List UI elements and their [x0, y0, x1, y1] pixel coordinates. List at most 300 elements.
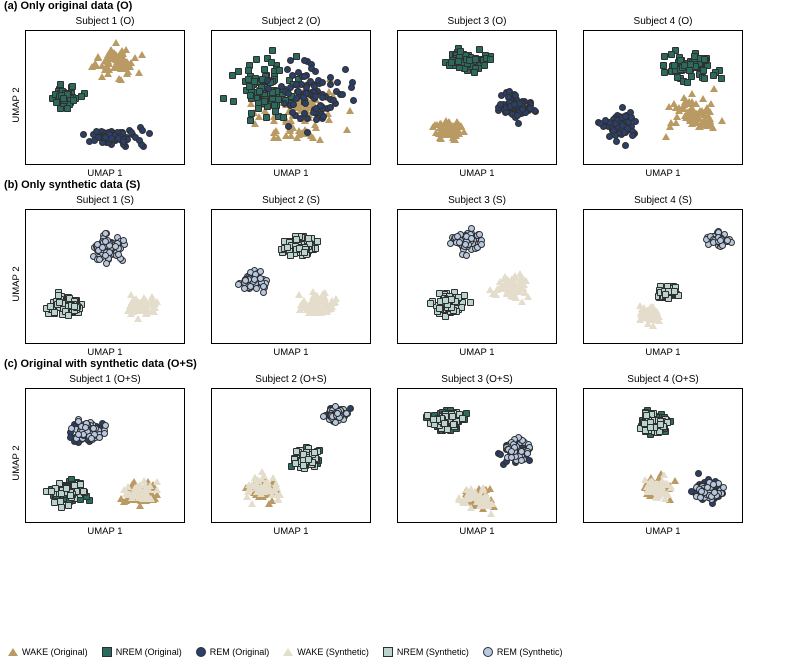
- scatter-point: [441, 420, 448, 427]
- scatter-point: [436, 305, 443, 312]
- panel-title: Subject 1 (S): [76, 195, 134, 206]
- scatter-point: [320, 113, 327, 120]
- scatter-point: [427, 300, 434, 307]
- scatter-point: [253, 285, 260, 292]
- scatter-point: [80, 131, 87, 138]
- scatter-point: [272, 480, 280, 487]
- scatter-point: [123, 70, 131, 77]
- scatter-point: [430, 416, 437, 423]
- scatter-point: [255, 105, 262, 112]
- scatter-point: [312, 292, 320, 299]
- plot-wrapper: [211, 30, 371, 179]
- scatter-point: [312, 93, 319, 100]
- scatter-point: [91, 137, 98, 144]
- scatter-point: [92, 61, 100, 68]
- scatter-point: [670, 100, 678, 107]
- scatter-point: [136, 137, 143, 144]
- scatter-point: [57, 81, 64, 88]
- scatter-point: [478, 241, 485, 248]
- scatter-point: [311, 449, 318, 456]
- scatter-point: [450, 421, 457, 428]
- scatter-point: [688, 90, 696, 97]
- scatter-point: [269, 47, 276, 54]
- scatter-point: [691, 115, 699, 122]
- scatter-point: [285, 90, 292, 97]
- scatter-point: [487, 56, 494, 63]
- scatter-point: [263, 484, 271, 491]
- scatter-point: [346, 107, 354, 114]
- panel-strip: [0, 372, 793, 537]
- x-axis-label: UMAP 1: [645, 168, 681, 179]
- scatter-point: [71, 303, 78, 310]
- scatter-point: [276, 491, 284, 498]
- x-axis-label: UMAP 1: [87, 526, 123, 537]
- scatter-point: [657, 421, 664, 428]
- scatter-point: [629, 132, 636, 139]
- scatter-point: [343, 126, 351, 133]
- scatter-point: [293, 448, 300, 455]
- scatter-point: [668, 51, 675, 58]
- scatter-point: [699, 95, 707, 102]
- scatter-point: [293, 53, 300, 60]
- scatter-point: [503, 290, 511, 297]
- scatter-point: [253, 484, 261, 491]
- scatter-point: [120, 138, 127, 145]
- legend-label: WAKE (Original): [22, 647, 88, 657]
- legend-item: [483, 647, 563, 657]
- scatter-point: [139, 127, 146, 134]
- scatter-point: [139, 298, 147, 305]
- panel-title: Subject 3 (S): [448, 195, 506, 206]
- scatter-point: [60, 95, 67, 102]
- plot-area: [397, 209, 557, 344]
- legend-label: WAKE (Synthetic): [297, 647, 369, 657]
- scatter-point: [622, 113, 629, 120]
- scatter-point: [312, 68, 319, 75]
- figure-row: [0, 0, 793, 179]
- scatter-point: [134, 315, 142, 322]
- scatter-point: [654, 485, 662, 492]
- scatter-panel: [12, 14, 198, 179]
- scatter-point: [303, 84, 310, 91]
- scatter-point: [448, 296, 455, 303]
- scatter-point: [253, 56, 260, 63]
- scatter-point: [350, 97, 357, 104]
- y-axis-label: UMAP 2: [11, 265, 23, 302]
- scatter-point: [69, 83, 76, 90]
- scatter-point: [622, 142, 629, 149]
- scatter-point: [300, 94, 307, 101]
- scatter-point: [468, 235, 475, 242]
- scatter-point: [48, 488, 55, 495]
- scatter-point: [295, 127, 303, 134]
- scatter-panel: [198, 14, 384, 179]
- scatter-point: [455, 58, 462, 65]
- scatter-point: [339, 91, 346, 98]
- scatter-point: [619, 104, 626, 111]
- scatter-point: [261, 98, 268, 105]
- scatter-point: [647, 424, 654, 431]
- scatter-point: [305, 235, 312, 242]
- plot-area: [583, 388, 743, 523]
- scatter-point: [457, 48, 464, 55]
- scatter-point: [268, 59, 275, 66]
- legend-item: [196, 647, 270, 657]
- scatter-point: [459, 415, 466, 422]
- scatter-point: [102, 422, 109, 429]
- plot-area: [397, 388, 557, 523]
- scatter-point: [662, 291, 669, 298]
- scatter-point: [695, 470, 702, 477]
- scatter-point: [287, 57, 294, 64]
- scatter-point: [265, 85, 272, 92]
- scatter-point: [78, 93, 85, 100]
- scatter-panel: [12, 372, 198, 537]
- scatter-point: [256, 88, 263, 95]
- scatter-point: [520, 281, 528, 288]
- scatter-point: [661, 53, 668, 60]
- scatter-point: [248, 500, 256, 507]
- scatter-panel: [198, 193, 384, 358]
- scatter-point: [706, 108, 714, 115]
- scatter-point: [102, 63, 110, 70]
- scatter-point: [524, 450, 531, 457]
- scatter-point: [63, 485, 70, 492]
- scatter-point: [280, 114, 287, 121]
- plot-area: [583, 30, 743, 165]
- scatter-point: [662, 480, 670, 487]
- panel-strip: [0, 14, 793, 179]
- scatter-point: [662, 133, 670, 140]
- scatter-point: [707, 100, 715, 107]
- x-axis-label: UMAP 1: [273, 526, 309, 537]
- figure-row: [0, 358, 793, 537]
- scatter-point: [518, 448, 525, 455]
- scatter-point: [515, 120, 522, 127]
- scatter-panel: [12, 193, 198, 358]
- scatter-point: [449, 123, 457, 130]
- scatter-point: [348, 84, 355, 91]
- plot-wrapper: [397, 30, 557, 179]
- row-caption: (a) Only original data (O): [4, 0, 133, 12]
- scatter-point: [706, 118, 714, 125]
- plot-wrapper: [211, 388, 371, 537]
- scatter-point: [301, 249, 308, 256]
- scatter-point: [441, 124, 449, 131]
- scatter-point: [666, 123, 674, 130]
- x-axis-label: UMAP 1: [645, 526, 681, 537]
- scatter-point: [289, 109, 296, 116]
- scatter-point: [67, 492, 74, 499]
- scatter-point: [264, 77, 271, 84]
- plot-area: [25, 30, 185, 165]
- scatter-point: [51, 309, 58, 316]
- scatter-point: [518, 457, 525, 464]
- scatter-point: [674, 74, 681, 81]
- x-axis-label: UMAP 1: [87, 168, 123, 179]
- plot-wrapper: [583, 30, 743, 179]
- scatter-point: [304, 115, 311, 122]
- scatter-point: [284, 244, 291, 251]
- scatter-point: [718, 117, 726, 124]
- x-axis-label: UMAP 1: [273, 168, 309, 179]
- scatter-point: [138, 51, 146, 58]
- row-caption: (b) Only synthetic data (S): [4, 179, 141, 191]
- scatter-point: [316, 136, 324, 143]
- scatter-point: [643, 412, 650, 419]
- scatter-point: [119, 54, 127, 61]
- legend-item: [283, 647, 369, 657]
- scatter-point: [327, 81, 334, 88]
- scatter-point: [487, 510, 495, 517]
- legend-label: NREM (Synthetic): [396, 647, 469, 657]
- plot-area: [211, 209, 371, 344]
- legend-marker-icon: [283, 648, 293, 656]
- plot-wrapper: [397, 209, 557, 358]
- scatter-point: [142, 310, 150, 317]
- scatter-point: [647, 304, 655, 311]
- scatter-point: [701, 75, 708, 82]
- scatter-point: [720, 484, 727, 491]
- scatter-point: [150, 308, 158, 315]
- scatter-point: [230, 98, 237, 105]
- scatter-point: [65, 312, 72, 319]
- panel-title: Subject 1 (O): [75, 16, 135, 27]
- scatter-point: [436, 134, 444, 141]
- scatter-point: [447, 240, 454, 247]
- plot-area: [583, 209, 743, 344]
- scatter-point: [481, 500, 489, 507]
- x-axis-label: UMAP 1: [459, 347, 495, 358]
- scatter-point: [146, 130, 153, 137]
- scatter-point: [103, 260, 110, 267]
- scatter-point: [251, 78, 258, 85]
- scatter-point: [526, 457, 533, 464]
- scatter-point: [486, 286, 494, 293]
- panel-title: Subject 2 (O+S): [255, 374, 327, 385]
- scatter-point: [327, 104, 334, 111]
- scatter-point: [471, 69, 478, 76]
- x-axis-label: UMAP 1: [87, 347, 123, 358]
- scatter-point: [260, 289, 267, 296]
- scatter-point: [293, 236, 300, 243]
- scatter-point: [270, 134, 278, 141]
- scatter-panel: [570, 14, 756, 179]
- scatter-point: [70, 97, 77, 104]
- scatter-point: [319, 79, 326, 86]
- panel-title: Subject 2 (S): [262, 195, 320, 206]
- figure-row: [0, 179, 793, 358]
- scatter-point: [68, 425, 75, 432]
- scatter-point: [697, 494, 704, 501]
- legend-marker-icon: [8, 648, 18, 656]
- scatter-point: [462, 241, 469, 248]
- scatter-point: [671, 288, 678, 295]
- legend-item: [383, 647, 469, 657]
- scatter-panel: [570, 372, 756, 537]
- scatter-point: [307, 78, 314, 85]
- scatter-point: [661, 495, 669, 502]
- figure-legend: [0, 647, 793, 657]
- scatter-point: [102, 134, 109, 141]
- scatter-point: [511, 101, 518, 108]
- scatter-point: [247, 117, 254, 124]
- plot-area: [25, 209, 185, 344]
- panel-strip: [0, 193, 793, 358]
- scatter-point: [245, 67, 252, 74]
- scatter-point: [324, 306, 332, 313]
- scatter-point: [112, 39, 120, 46]
- scatter-point: [691, 53, 698, 60]
- scatter-point: [64, 105, 71, 112]
- scatter-point: [507, 277, 515, 284]
- scatter-point: [687, 106, 695, 113]
- scatter-point: [473, 498, 481, 505]
- scatter-point: [305, 456, 312, 463]
- scatter-point: [293, 81, 300, 88]
- scatter-point: [153, 478, 161, 485]
- panel-title: Subject 2 (O): [261, 16, 321, 27]
- panel-title: Subject 4 (S): [634, 195, 692, 206]
- scatter-point: [296, 306, 304, 313]
- scatter-point: [619, 122, 626, 129]
- scatter-point: [682, 97, 690, 104]
- scatter-point: [471, 488, 479, 495]
- scatter-point: [153, 486, 161, 493]
- legend-label: REM (Synthetic): [496, 647, 563, 657]
- scatter-point: [466, 57, 473, 64]
- scatter-point: [271, 102, 278, 109]
- scatter-point: [77, 481, 84, 488]
- scatter-point: [701, 56, 708, 63]
- scatter-point: [82, 424, 89, 431]
- scatter-point: [463, 252, 470, 259]
- legend-label: REM (Original): [209, 647, 270, 657]
- plot-wrapper: [11, 30, 185, 179]
- legend-item: [102, 647, 182, 657]
- scatter-point: [448, 59, 455, 66]
- scatter-point: [148, 295, 156, 302]
- scatter-point: [135, 69, 143, 76]
- scatter-point: [519, 106, 526, 113]
- legend-marker-icon: [196, 647, 206, 657]
- scatter-point: [710, 72, 717, 79]
- scatter-point: [220, 95, 227, 102]
- scatter-point: [660, 471, 668, 478]
- scatter-point: [129, 490, 137, 497]
- scatter-point: [321, 289, 329, 296]
- scatter-point: [648, 310, 656, 317]
- scatter-panel: [570, 193, 756, 358]
- scatter-point: [115, 251, 122, 258]
- scatter-point: [56, 299, 63, 306]
- scatter-point: [313, 116, 320, 123]
- scatter-point: [661, 69, 668, 76]
- legend-marker-icon: [102, 647, 112, 657]
- x-axis-label: UMAP 1: [459, 526, 495, 537]
- scatter-point: [247, 92, 254, 99]
- scatter-point: [671, 477, 679, 484]
- scatter-point: [700, 67, 707, 74]
- scatter-point: [135, 483, 143, 490]
- scatter-point: [263, 114, 270, 121]
- scatter-point: [96, 256, 103, 263]
- scatter-point: [710, 85, 718, 92]
- scatter-point: [718, 75, 725, 82]
- scatter-point: [342, 66, 349, 73]
- scatter-point: [122, 46, 130, 53]
- scatter-point: [467, 299, 474, 306]
- scatter-point: [102, 252, 109, 259]
- plot-wrapper: [583, 209, 743, 358]
- scatter-point: [102, 230, 109, 237]
- panel-title: Subject 3 (O+S): [441, 374, 513, 385]
- row-caption: (c) Original with synthetic data (O+S): [4, 358, 197, 370]
- x-axis-label: UMAP 1: [273, 347, 309, 358]
- plot-wrapper: [11, 388, 185, 537]
- x-axis-label: UMAP 1: [459, 168, 495, 179]
- scatter-point: [319, 94, 326, 101]
- x-axis-label: UMAP 1: [645, 347, 681, 358]
- panel-title: Subject 4 (O+S): [627, 374, 699, 385]
- plot-area: [397, 30, 557, 165]
- scatter-point: [75, 418, 82, 425]
- plot-wrapper: [211, 209, 371, 358]
- scatter-point: [499, 282, 507, 289]
- plot-area: [211, 30, 371, 165]
- scatter-point: [613, 138, 620, 145]
- scatter-panel: [198, 372, 384, 537]
- scatter-point: [120, 237, 127, 244]
- scatter-point: [272, 108, 279, 115]
- scatter-point: [632, 118, 639, 125]
- scatter-point: [285, 123, 292, 130]
- legend-label: NREM (Original): [115, 647, 182, 657]
- panel-title: Subject 1 (O+S): [69, 374, 141, 385]
- plot-area: [211, 388, 371, 523]
- scatter-point: [686, 67, 693, 74]
- panel-title: Subject 3 (O): [447, 16, 507, 27]
- scatter-point: [235, 68, 242, 75]
- scatter-point: [328, 297, 336, 304]
- scatter-point: [464, 495, 472, 502]
- scatter-point: [251, 474, 259, 481]
- scatter-point: [449, 413, 456, 420]
- scatter-point: [717, 237, 724, 244]
- scatter-point: [260, 472, 268, 479]
- scatter-point: [58, 504, 65, 511]
- scatter-point: [450, 132, 458, 139]
- scatter-point: [282, 132, 290, 139]
- y-axis-label: UMAP 2: [11, 86, 23, 123]
- plot-wrapper: [397, 388, 557, 537]
- panel-title: Subject 4 (O): [633, 16, 693, 27]
- scatter-point: [334, 79, 341, 86]
- legend-item: [8, 647, 88, 657]
- scatter-point: [481, 492, 489, 499]
- scatter-point: [136, 502, 144, 509]
- scatter-point: [684, 79, 691, 86]
- legend-marker-icon: [383, 647, 393, 657]
- plot-area: [25, 388, 185, 523]
- scatter-point: [127, 310, 135, 317]
- scatter-panel: [384, 14, 570, 179]
- scatter-point: [524, 293, 532, 300]
- scatter-point: [65, 502, 72, 509]
- scatter-point: [514, 112, 521, 119]
- scatter-point: [80, 488, 87, 495]
- y-axis-label: UMAP 2: [11, 444, 23, 481]
